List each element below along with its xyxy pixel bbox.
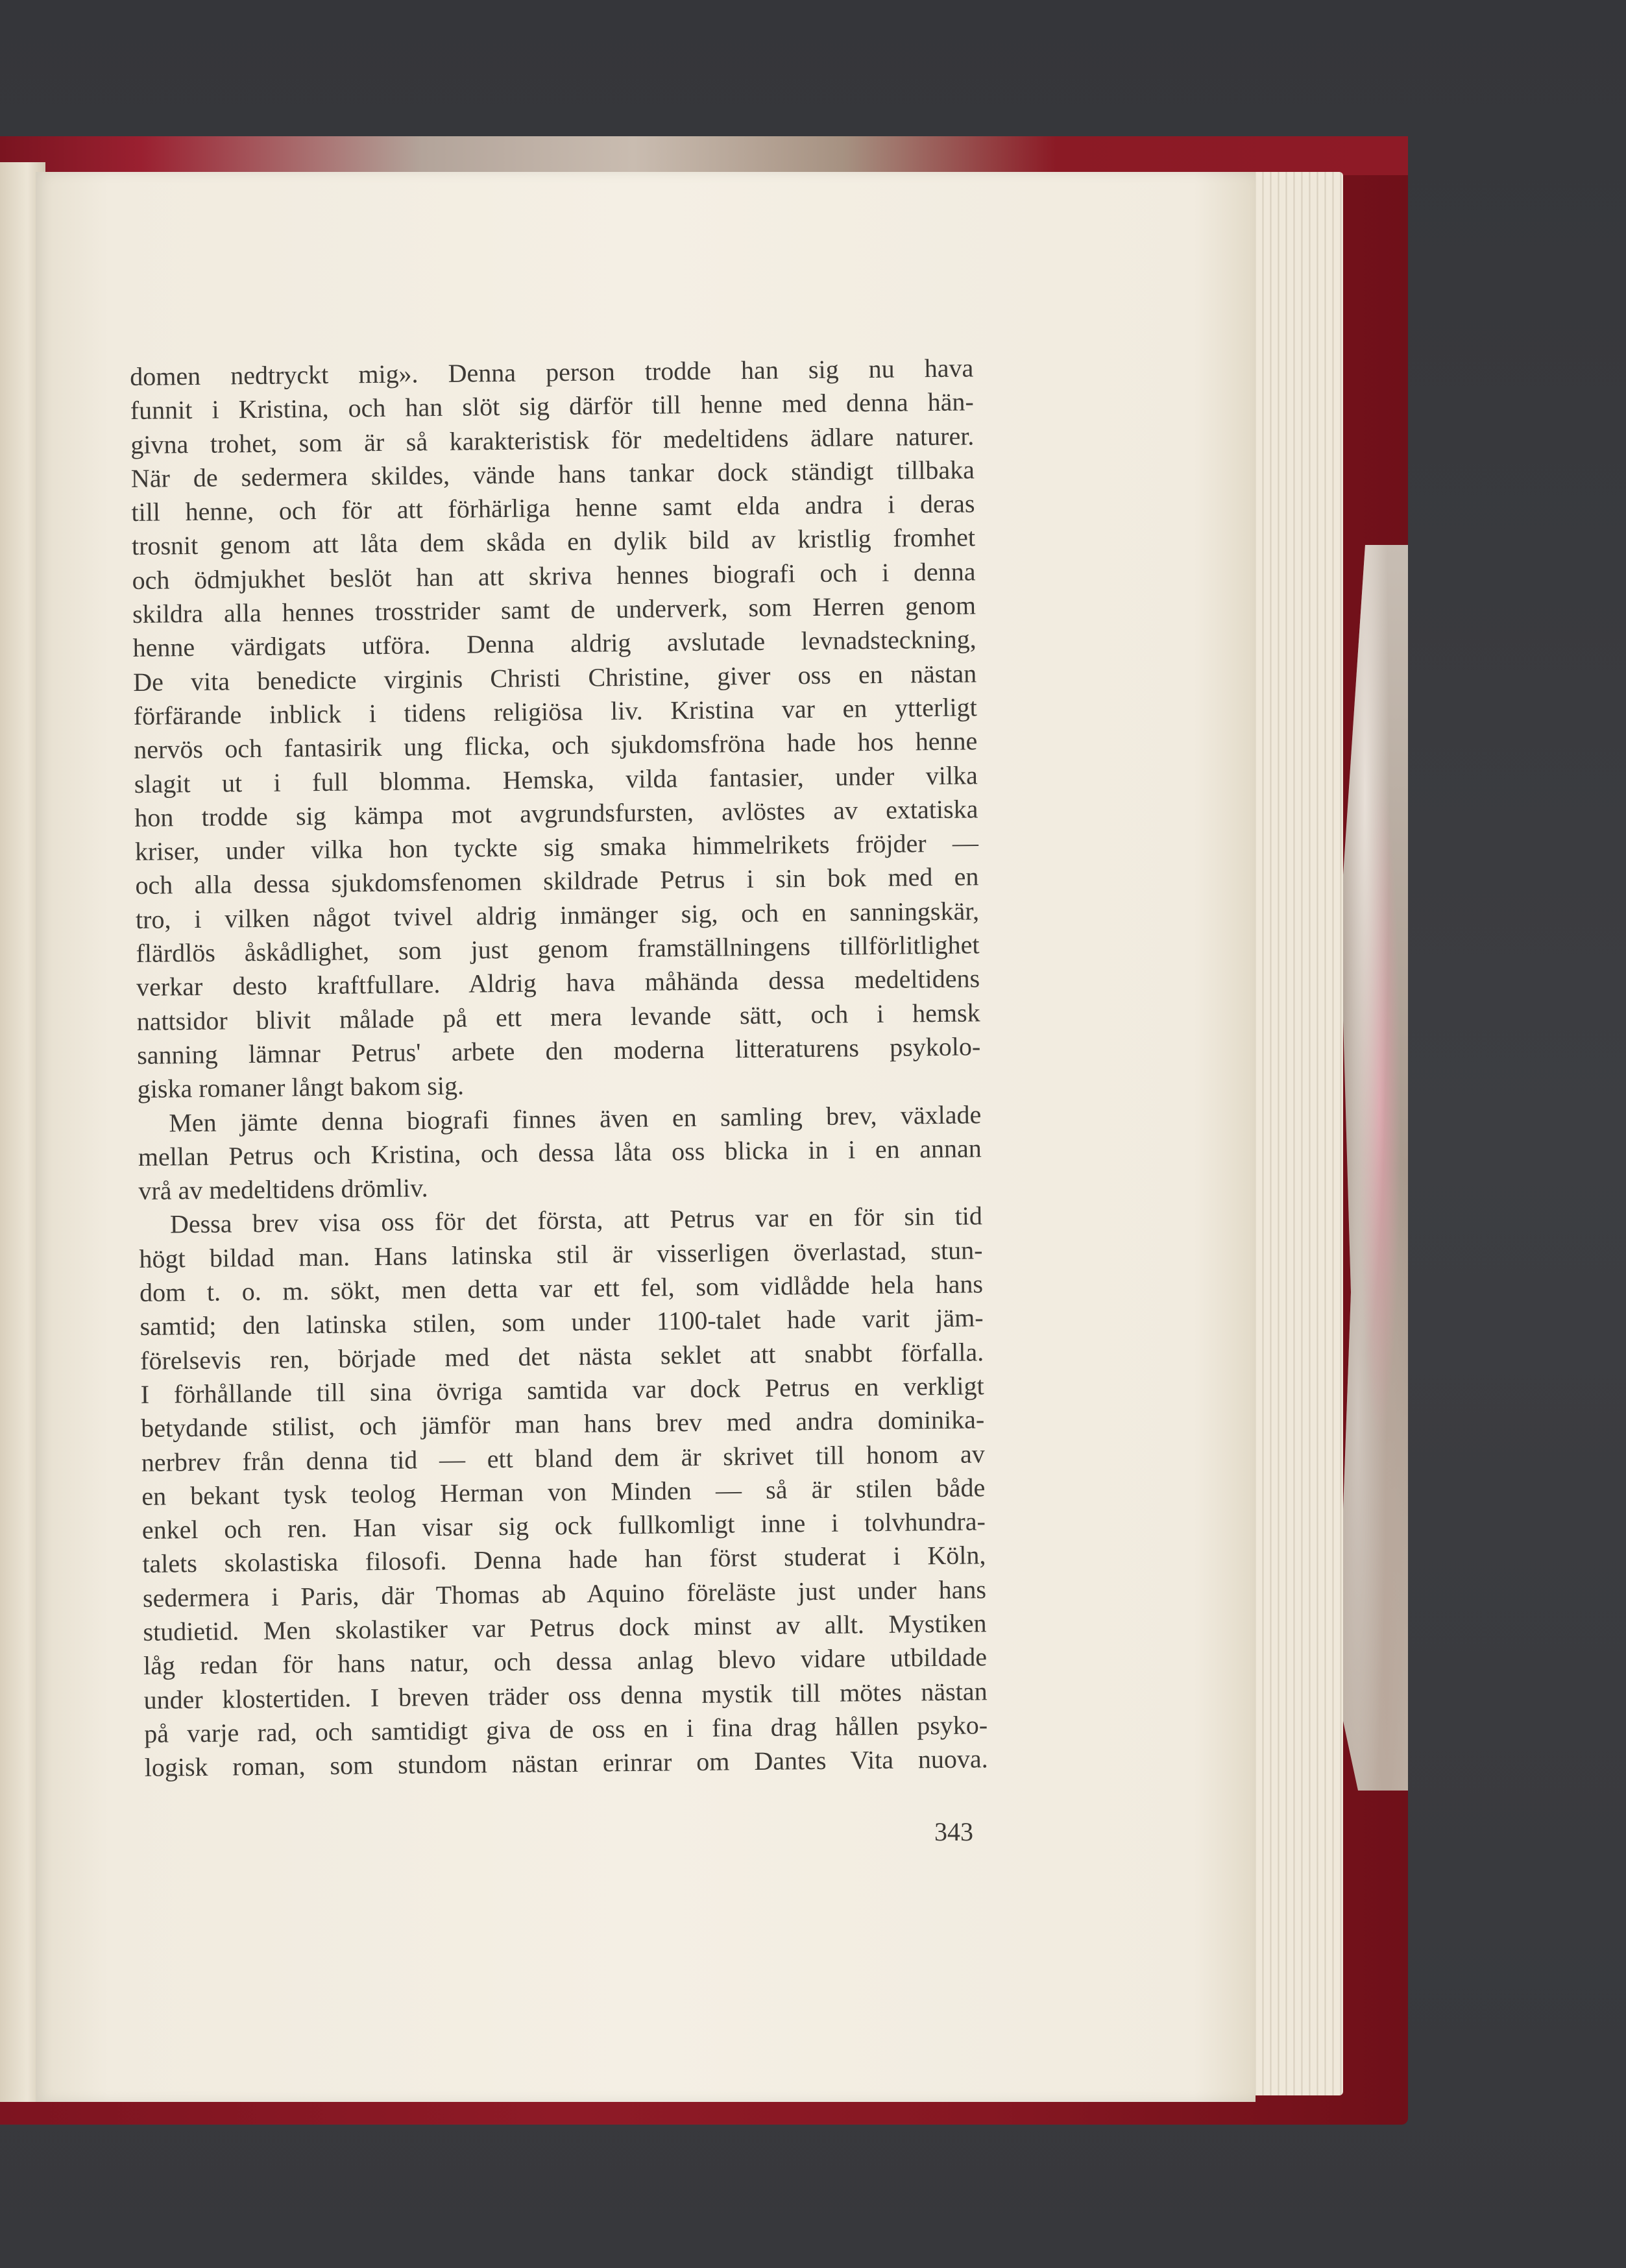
text-line: givna trohet, som är så karakteristisk för medeltidens ädlare naturer. <box>130 420 975 459</box>
text-line: låg redan för hans natur, och dessa anlag blevo vidare utbildade <box>143 1642 988 1681</box>
text-line: logisk roman, som stundom nästan erinrar om Dantes Vita nuova. <box>144 1744 988 1783</box>
text-line: under klostertiden. I breven träder oss denna mystik till mötes nästan <box>143 1676 988 1715</box>
text-line: slagit ut i full blomma. Hemska, vilda fantasier, under vilka <box>134 760 978 799</box>
text-line: giska romaner långt bakom sig. <box>137 1070 465 1104</box>
text-line: nerbrev från denna tid — ett bland dem är skrivet till honom av <box>141 1438 985 1477</box>
page-body-text <box>130 351 988 1785</box>
text-line: studietid. Men skolastiker var Petrus dock minst av allt. Mystiken <box>143 1608 987 1647</box>
text-line: nervös och fantasirik ung flicka, och sjukdomsfröna hade hos henne <box>134 726 978 765</box>
text-line: enkel och ren. Han visar sig ock fullkomligt inne i tolvhundra- <box>141 1506 986 1545</box>
text-line: betydande stilist, och jämför man hans brev med andra dominika- <box>141 1405 985 1443</box>
text-line: dom t. o. m. sökt, men detta var ett fel, som vidlådde hela hans <box>139 1269 984 1307</box>
text-line: och alla dessa sjukdomsfenomen skildrade Petrus i sin bok med en <box>135 862 979 900</box>
text-line: förelsevis ren, började med det nästa seklet att snabbt förfalla. <box>140 1336 984 1375</box>
text-line: på varje rad, och samtidigt giva de oss en i fina drag hållen psyko- <box>143 1710 988 1748</box>
text-line: trosnit genom att låta dem skåda en dylik bild av kristlig fromhet <box>131 522 976 561</box>
text-line: sanning lämnar Petrus' arbete den moderna litteraturens psykolo- <box>136 1031 981 1070</box>
text-line: De vita benedicte virginis Christi Christine, giver oss en nästan <box>132 658 977 697</box>
text-line: verkar desto kraftfullare. Aldrig hava måhända dessa medeltidens <box>136 963 980 1002</box>
page-number: 343 <box>934 1817 973 1846</box>
text-line: Men jämte denna biografi finnes även en samling brev, växlade <box>169 1099 982 1137</box>
text-line: flärdlös åskådlighet, som just genom framställningens tillförlitlighet <box>136 930 980 968</box>
text-line: hon trodde sig kämpa mot avgrundsfursten, avlöstes av extatiska <box>134 794 978 832</box>
text-line: När de sedermera skildes, vände hans tankar dock ständigt tillbaka <box>130 455 975 493</box>
text-line: domen nedtryckt mig». Denna person trodde han sig nu hava <box>130 353 974 391</box>
text-line: och ödmjukhet beslöt han att skriva hennes biografi och i denna <box>132 557 976 595</box>
text-line: skildra alla hennes trosstrider samt de underverk, som Herren genom <box>132 590 977 629</box>
text-line: nattsidor blivit målade på ett mera levande sätt, och i hemsk <box>136 997 980 1036</box>
text-line: vrå av medeltidens drömliv. <box>138 1173 428 1206</box>
book-cover-top-edge <box>0 136 1408 175</box>
text-line: mellan Petrus och Kristina, och dessa låta oss blicka in i en annan <box>138 1133 982 1172</box>
text-line: Dessa brev visa oss för det första, att Petrus var en för sin tid <box>169 1201 983 1239</box>
text-line: talets skolastiska filosofi. Denna hade han först studerat i Köln, <box>142 1540 986 1579</box>
text-line: funnit i Kristina, och han slöt sig därför till henne med denna hän- <box>130 387 974 426</box>
text-line: samtid; den latinska stilen, som under 1100-talet hade varit jäm- <box>140 1303 984 1342</box>
text-line: tro, i vilken något tvivel aldrig inmänger sig, och en sanningskär, <box>135 896 980 934</box>
text-line: en bekant tysk teolog Herman von Minden — så är stilen både <box>141 1473 986 1511</box>
text-line: högt bildad man. Hans latinska stil är visserligen överlastad, stun- <box>139 1235 983 1273</box>
text-line: till henne, och för att förhärliga henne samt elda andra i deras <box>131 489 975 527</box>
text-line: förfärande inblick i tidens religiösa liv. Kristina var en ytterligt <box>133 692 977 730</box>
text-line: I förhållande till sina övriga samtida var dock Petrus en verkligt <box>140 1371 984 1409</box>
text-line: henne värdigats utföra. Denna aldrig avslutade levnadsteckning, <box>132 624 977 663</box>
text-line: sedermera i Paris, där Thomas ab Aquino föreläste just under hans <box>142 1574 987 1613</box>
text-line: kriser, under vilka hon tyckte sig smaka himmelrikets fröjder — <box>134 828 979 867</box>
